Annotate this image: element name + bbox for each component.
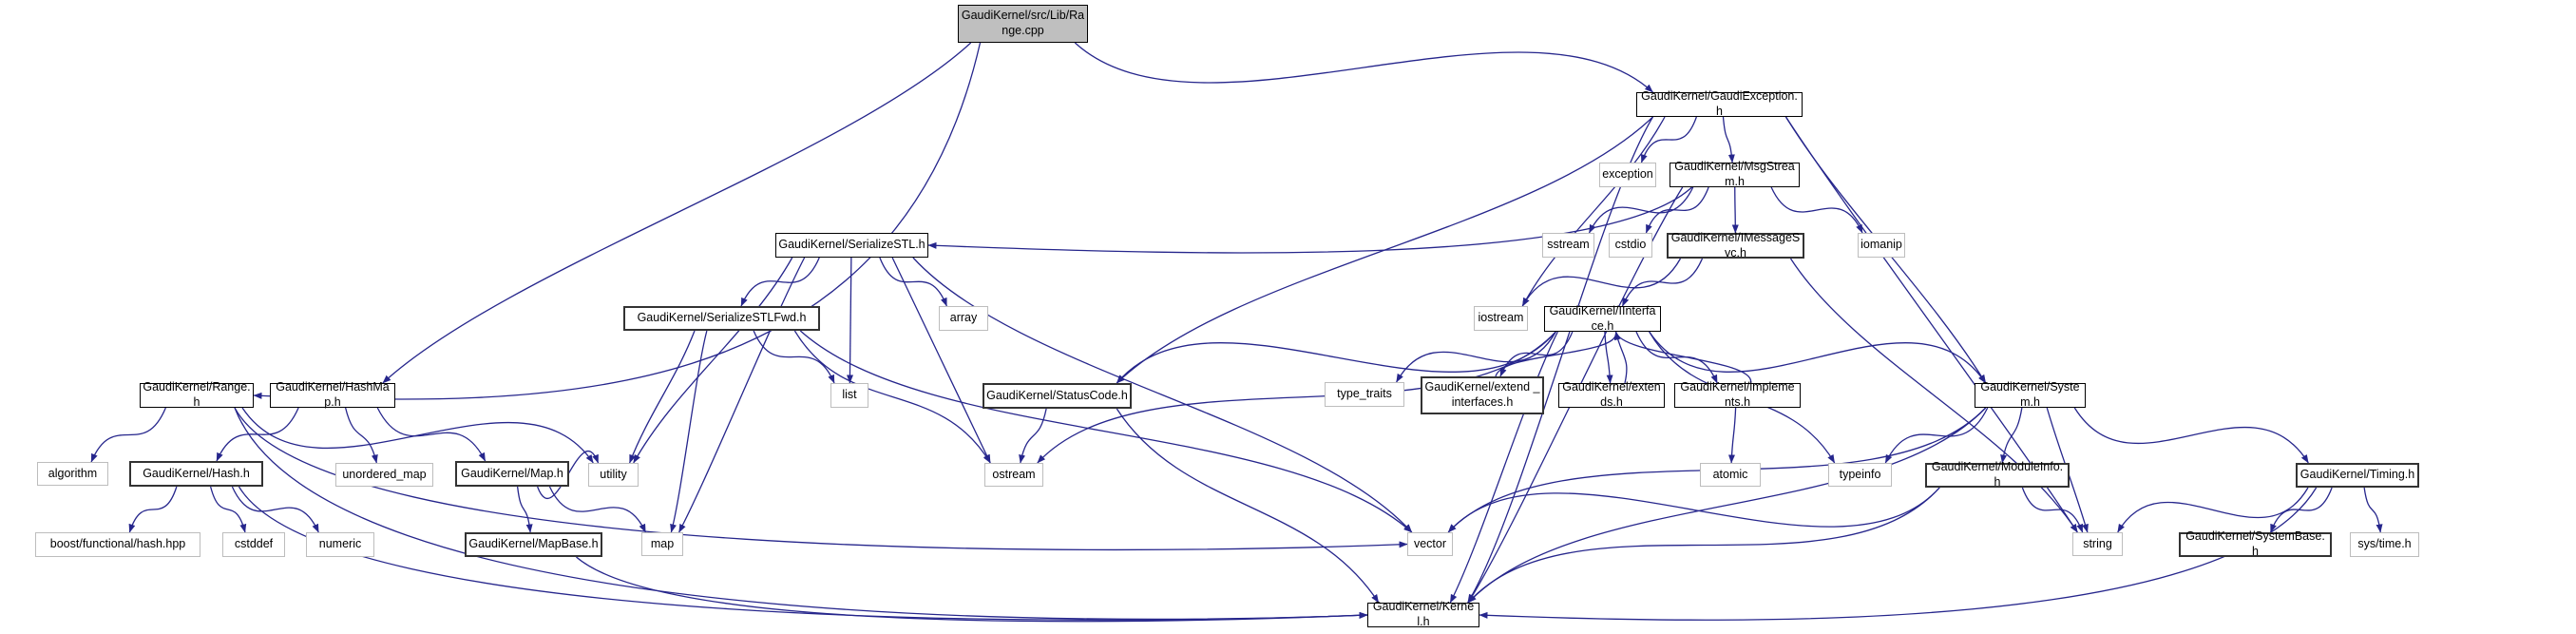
- node-root: [958, 5, 1088, 43]
- node-label: vector: [1413, 536, 1447, 550]
- node-label: cstdio: [1614, 238, 1647, 252]
- node-label: boost/functional/hash.hpp: [49, 537, 186, 551]
- node-label: GaudiKernel/ModuleInfo.h: [1931, 460, 2064, 489]
- edge-map_h-to-map: [550, 487, 646, 532]
- node-label: GaudiKernel/MapBase.h: [468, 537, 599, 551]
- node-numeric: [306, 532, 374, 557]
- node-system_h[interactable]: [1975, 380, 2086, 409]
- node-label: map: [650, 536, 675, 550]
- node-boost_hash: [35, 532, 200, 557]
- edge-range_h-to-algorithm: [91, 408, 165, 462]
- node-map_h[interactable]: [455, 461, 569, 487]
- edge-serializestl_h-to-utility: [634, 258, 792, 463]
- node-timing_h[interactable]: [2296, 463, 2419, 488]
- node-cstdio: [1609, 233, 1652, 258]
- node-extends_h[interactable]: [1558, 380, 1665, 409]
- node-label: atomic: [1712, 467, 1748, 481]
- node-label: cstddef: [234, 537, 274, 551]
- node-label: sstream: [1547, 238, 1590, 252]
- node-label: GaudiKernel/HashMap.h: [276, 380, 390, 409]
- node-string: [2072, 532, 2123, 556]
- edge-extend_interfaces_h-to-iinterface_h: [1496, 332, 1616, 376]
- node-label: GaudiKernel/MsgStream.h: [1674, 160, 1795, 188]
- node-msgstream_h[interactable]: [1670, 160, 1800, 188]
- node-label: string: [2083, 536, 2112, 550]
- node-label: GaudiKernel/Kernel.h: [1372, 600, 1475, 628]
- edge-serializestlfwd_h-to-vector: [800, 331, 1412, 532]
- edge-hashmap_h-to-map_h: [377, 408, 485, 461]
- node-label: type_traits: [1337, 387, 1392, 401]
- node-label: GaudiKernel/extend _interfaces.h: [1424, 380, 1540, 409]
- node-label: numeric: [318, 537, 362, 551]
- node-statuscode_h[interactable]: [983, 383, 1132, 409]
- node-label: GaudiKernel/Hash.h: [143, 466, 250, 480]
- node-sstream: [1542, 233, 1594, 258]
- node-label: array: [949, 311, 978, 325]
- node-label: GaudiKernel/Timing.h: [2299, 468, 2415, 482]
- node-iinterface_h[interactable]: [1544, 303, 1661, 333]
- edge-serializestlfwd_h-to-list: [754, 331, 834, 383]
- edge-msgstream_h-to-iomanip: [1771, 187, 1862, 233]
- edge-range_h-to-kernel_h: [235, 408, 1367, 619]
- node-label: typeinfo: [1839, 467, 1881, 481]
- node-cstddef: [222, 532, 285, 557]
- edge-msgstream_h-to-cstdio: [1646, 187, 1708, 233]
- node-label: algorithm: [48, 466, 98, 480]
- node-sys_time_h: [2350, 532, 2419, 557]
- edge-mapbase_h-to-kernel_h: [577, 557, 1368, 622]
- edge-hash_h-to-kernel_h: [239, 487, 1368, 620]
- edge-serializestl_h-to-array: [880, 258, 947, 306]
- edge-moduleinfo_h-to-vector: [1448, 488, 1939, 532]
- edge-hashmap_h-to-unordered_map: [346, 408, 377, 463]
- node-label: GaudiKernel/SerializeSTL.h: [778, 238, 925, 252]
- node-implements_h[interactable]: [1674, 380, 1801, 409]
- edge-msgstream_h-to-imessagesvc_h: [1735, 187, 1736, 233]
- edge-serializestl_h-to-ostream: [892, 258, 990, 463]
- node-systembase_h[interactable]: [2179, 529, 2332, 558]
- edge-serializestlfwd_h-to-ostream: [794, 331, 990, 463]
- edges: [91, 43, 2380, 622]
- node-label: GaudiKernel/src/Lib/Range.cpp: [961, 9, 1085, 37]
- edge-serializestlfwd_h-to-map: [671, 331, 707, 532]
- edge-serializestl_h-to-serializestlfwd_h: [741, 258, 819, 306]
- node-label: GaudiKernel/IMessageSvc.h: [1670, 230, 1801, 259]
- edge-iinterface_h-to-implements_h: [1636, 332, 1717, 383]
- edge-iinterface_h-to-type_traits: [1397, 332, 1556, 382]
- node-label: ostream: [992, 467, 1036, 481]
- node-iostream: [1474, 306, 1528, 331]
- edge-system_h-to-moduleinfo_h: [2002, 408, 2022, 463]
- edge-root-to-range_h: [254, 43, 981, 399]
- node-label: GaudiKernel/Map.h: [461, 466, 563, 480]
- node-serializestl_h[interactable]: [775, 233, 928, 258]
- node-label: GaudiKernel/SerializeSTLFwd.h: [637, 311, 807, 325]
- edge-system_h-to-timing_h: [2074, 408, 2308, 463]
- node-label: sys/time.h: [2357, 537, 2412, 551]
- edge-iinterface_h-to-kernel_h: [1450, 332, 1557, 603]
- node-iomanip: [1858, 233, 1905, 258]
- node-typeinfo: [1828, 463, 1892, 487]
- edge-serializestl_h-to-map: [679, 258, 805, 532]
- edge-iinterface_h-to-system_h: [1650, 332, 1986, 383]
- node-array: [939, 306, 988, 331]
- edge-iinterface_h-to-extends_h: [1605, 332, 1611, 383]
- edge-map_h-to-mapbase_h: [518, 487, 531, 532]
- node-vector: [1407, 532, 1453, 556]
- node-list: [830, 383, 868, 408]
- edge-timing_h-to-string: [2118, 488, 2308, 532]
- edge-imessagesvc_h-to-iinterface_h: [1623, 259, 1703, 306]
- edge-extends_h-to-iinterface_h: [1616, 332, 1627, 383]
- node-exception: [1599, 163, 1656, 187]
- node-label: GaudiKernel/StatusCode.h: [986, 388, 1128, 402]
- node-label: unordered_map: [342, 467, 427, 481]
- node-gaudiexception_h[interactable]: [1636, 89, 1803, 118]
- node-hash_h[interactable]: [129, 461, 263, 487]
- node-label: utility: [600, 467, 627, 481]
- node-imessagesvc_h[interactable]: [1667, 230, 1804, 259]
- node-type_traits: [1325, 382, 1404, 407]
- node-ostream: [984, 463, 1043, 487]
- node-map: [641, 532, 683, 556]
- edge-implements_h-to-atomic: [1731, 408, 1736, 463]
- node-algorithm: [37, 462, 108, 486]
- edge-hash_h-to-numeric: [232, 487, 318, 532]
- node-mapbase_h[interactable]: [465, 532, 602, 557]
- edge-root-to-gaudiexception_h: [1075, 43, 1652, 92]
- node-label: list: [842, 388, 857, 402]
- edge-hash_h-to-boost_hash: [129, 487, 177, 532]
- edge-iinterface_h-to-statuscode_h: [1116, 332, 1555, 383]
- node-moduleinfo_h[interactable]: [1925, 460, 2070, 489]
- edge-hash_h-to-cstddef: [211, 487, 245, 532]
- node-label: GaudiKernel/implements.h: [1680, 380, 1795, 409]
- node-serializestlfwd_h[interactable]: [623, 306, 820, 331]
- node-range_h[interactable]: [140, 380, 254, 409]
- node-label: GaudiKernel/GaudiException.h: [1641, 89, 1798, 118]
- node-label: exception: [1602, 167, 1653, 182]
- edge-serializestlfwd_h-to-utility: [630, 331, 695, 463]
- node-kernel_h[interactable]: [1367, 600, 1479, 628]
- node-label: GaudiKernel/System.h: [1980, 380, 2080, 409]
- edge-statuscode_h-to-ostream: [1021, 409, 1046, 463]
- edge-gaudiexception_h-to-msgstream_h: [1724, 117, 1733, 163]
- edge-statuscode_h-to-kernel_h: [1116, 409, 1379, 603]
- edge-root-to-hashmap_h: [383, 43, 971, 383]
- node-hashmap_h[interactable]: [270, 380, 395, 409]
- edge-gaudiexception_h-to-exception: [1641, 117, 1696, 163]
- edge-system_h-to-typeinfo: [1885, 408, 1987, 463]
- node-label: GaudiKernel/IInterface.h: [1549, 303, 1656, 333]
- node-extend_interfaces_h[interactable]: [1421, 376, 1544, 414]
- node-atomic: [1700, 463, 1761, 487]
- node-label: iostream: [1478, 311, 1524, 325]
- edge-gaudiexception_h-to-iostream: [1522, 117, 1665, 306]
- edge-timing_h-to-sys_time_h: [2364, 488, 2380, 532]
- node-label: iomanip: [1860, 238, 1902, 252]
- edge-moduleinfo_h-to-kernel_h: [1468, 488, 1939, 603]
- node-label: GaudiKernel/Range.h: [143, 380, 251, 409]
- node-label: GaudiKernel/extends.h: [1562, 380, 1661, 409]
- node-label: GaudiKernel/SystemBase.h: [2185, 529, 2325, 558]
- node-unordered_map: [335, 463, 433, 487]
- node-utility: [588, 463, 639, 487]
